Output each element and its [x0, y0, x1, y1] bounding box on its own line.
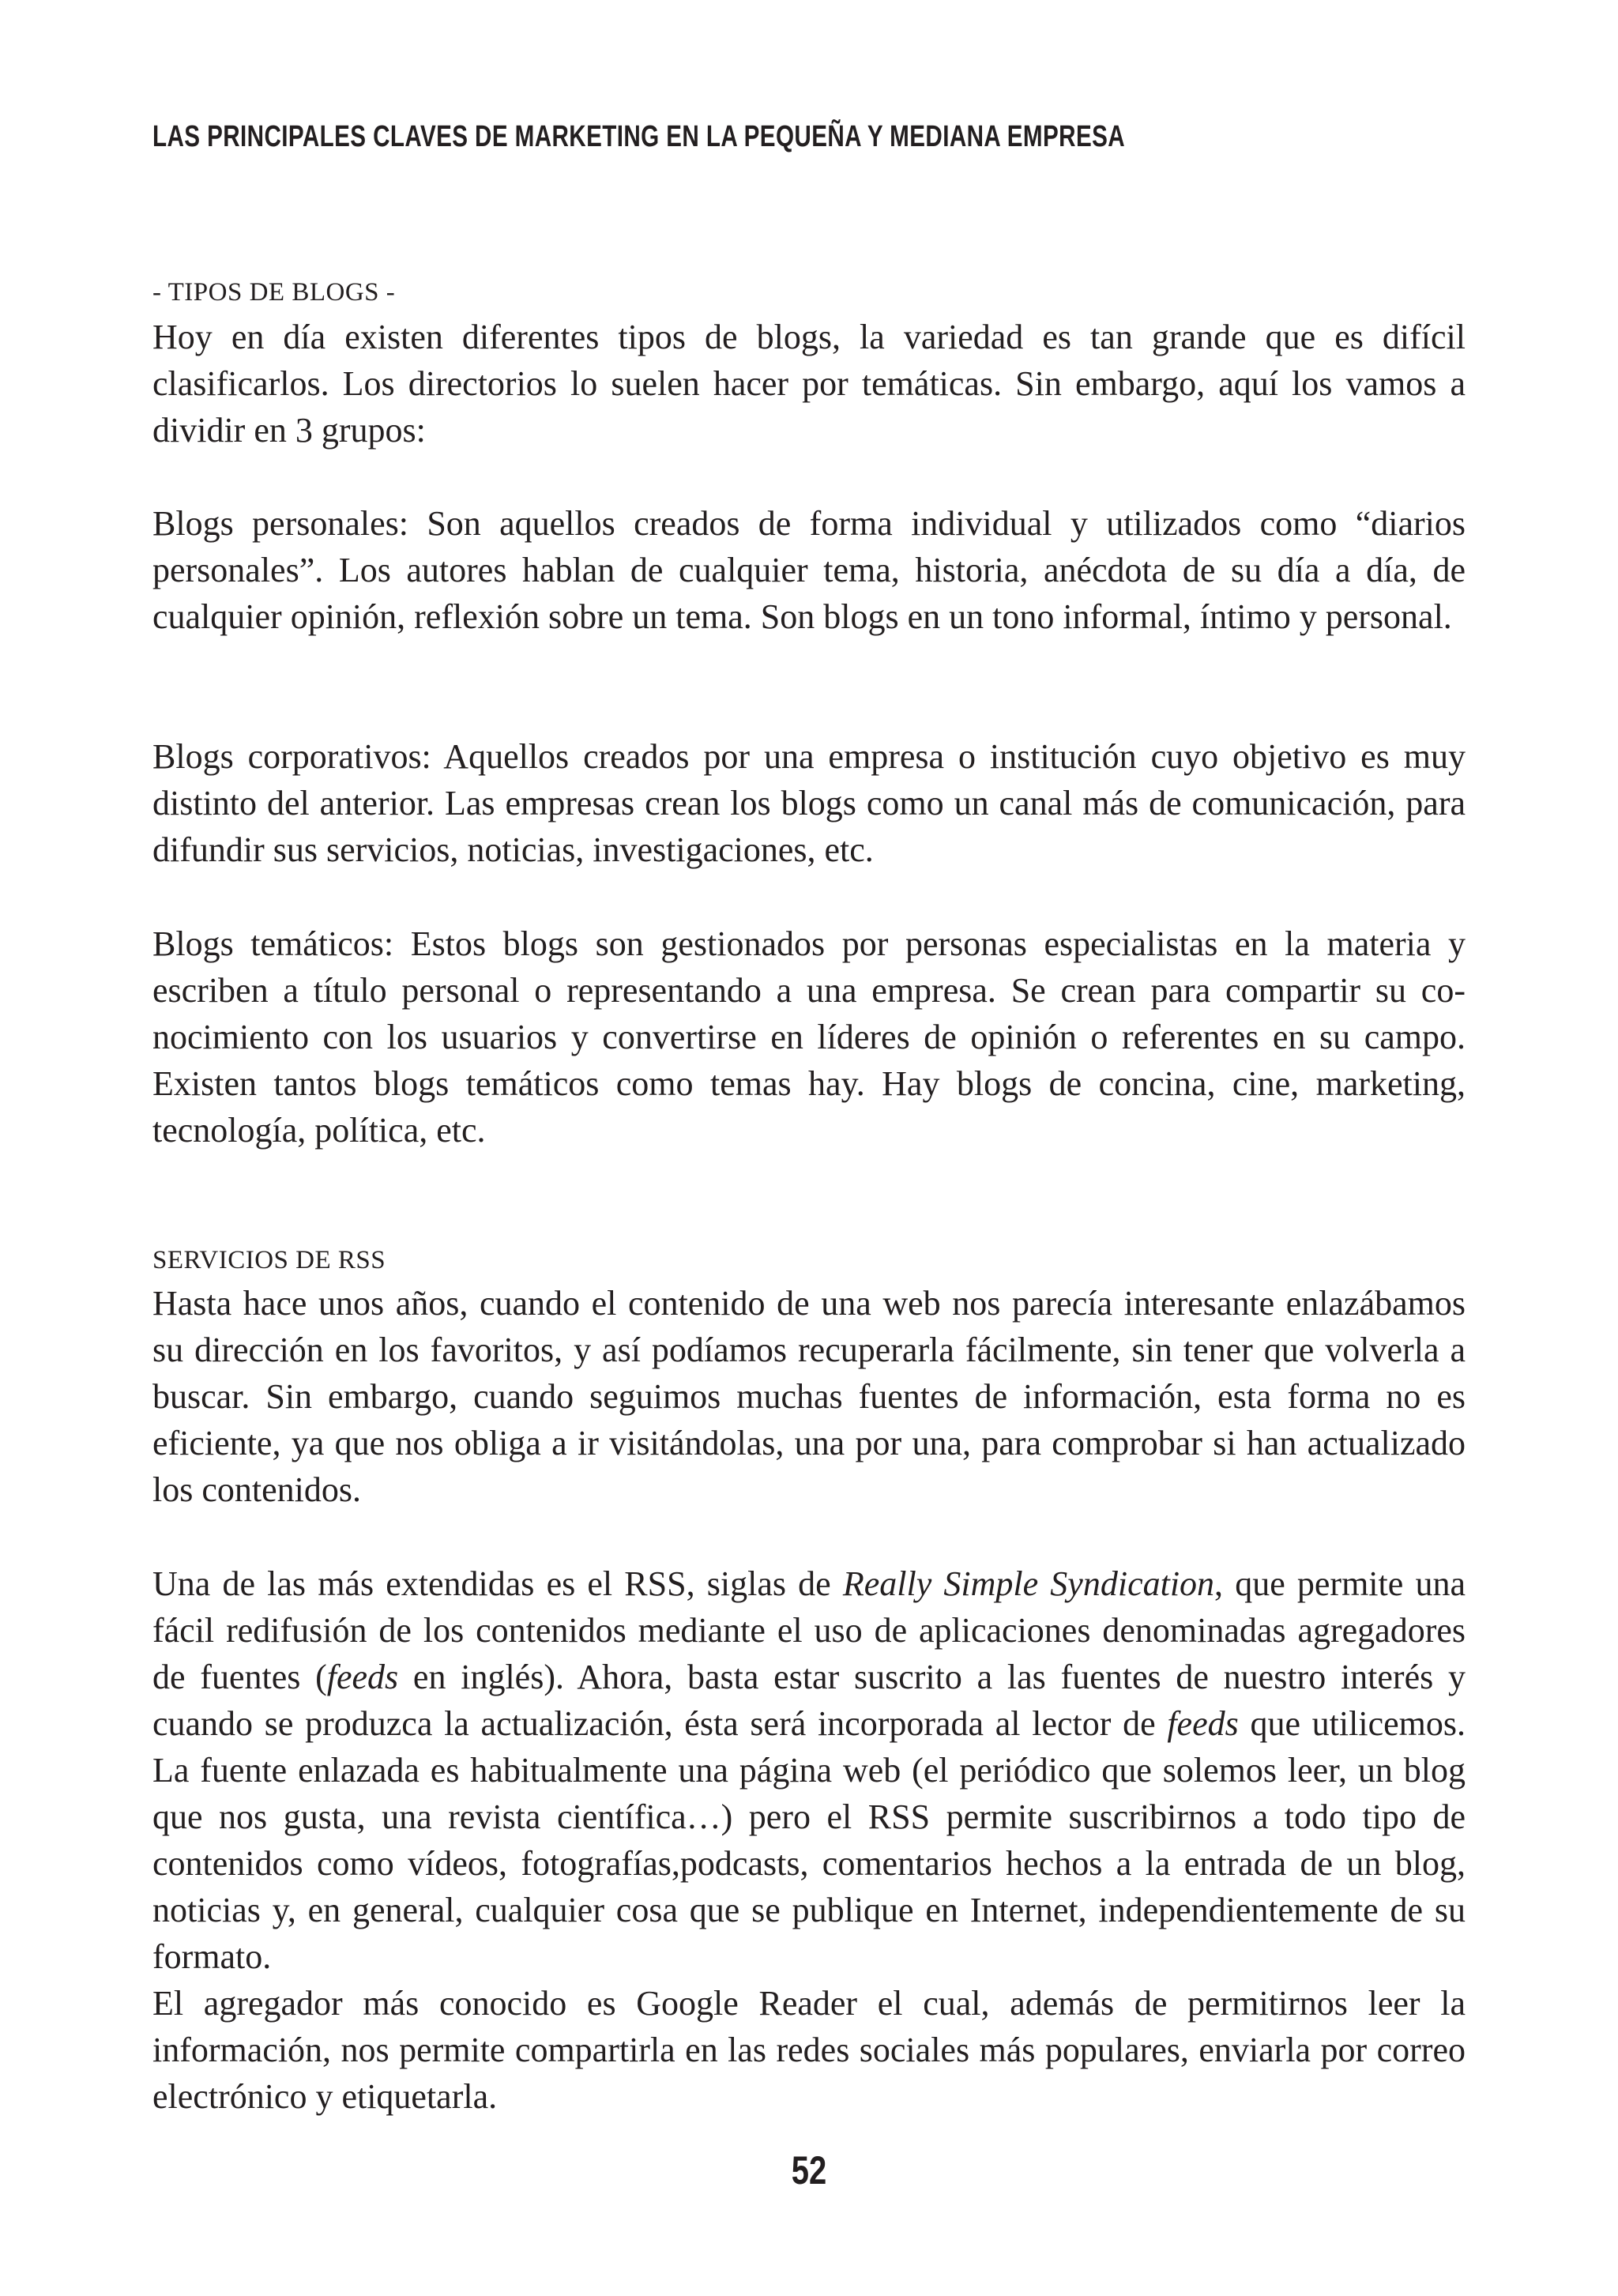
paragraph-blogs-tematicos: Blogs temáticos: Estos blogs son gestionados por personas especialistas en la materia y escriben a título personal o representando a una empresa. Se crean para compartir su conocimiento con los usuarios y convertirse en líderes de opinión o referentes en su campo. Existen tantos blogs temáticos como temas hay. Hay blogs de concina, cine, marketing, tecnología, política, etc.	[152, 924, 1466, 1150]
rss-term-feeds-1: feeds	[326, 1658, 399, 1696]
paragraph-rss-intro: Hasta hace unos años, cuando el contenido de una web nos parecía interesante enlazábamos su dirección en los favoritos, y así podíamos recuperarla fácilmente, sin tener que volverla a buscar. Sin embargo, cuando seguimos muchas fuentes de información, esta forma no es eficiente, ya que nos obliga a ir visitándolas, una por una, para comprobar si han actualizado los contenidos.	[152, 1284, 1466, 1509]
rss-text-2: , que permite una fácil redifusión de los contenidos mediante el uso de aplicaciones denominadas agregadores de fuentes (	[152, 1564, 1466, 1696]
section-label-servicios-rss: SERVICIOS DE RSS	[152, 1246, 386, 1274]
running-header: LAS PRINCIPALES CLAVES DE MARKETING EN LA PEQUEÑA Y MEDIANA EMPRESA	[152, 120, 1126, 153]
rss-text-1: Una de las más extendidas es el RSS, siglas de	[152, 1564, 843, 1603]
paragraph-tipos-intro: Hoy en día existen diferentes tipos de blogs, la variedad es tan grande que es difícil clasificarlos. Los directorios lo suelen hacer por temáticas. Sin embargo, aquí los vamos a dividir en 3 grupos:	[152, 318, 1466, 450]
rss-text-4: que utilicemos. La fuente enlazada es habitualmente una página web (el periódico que solemos leer, un blog que nos gusta, una revista científica…) pero el RSS permite suscribirnos a todo tipo de contenidos como vídeos, fotografías,podcasts, comentarios hechos a la entrada de un blog, noticias y, en general, cualquier cosa que se publique en Internet, independientemente de su formato.	[152, 1704, 1466, 1976]
paragraph-blogs-personales: Blogs personales: Son aquellos creados de forma individual y utilizados como “diarios personales”. Los autores hablan de cualquier tema, historia, anécdota de su día a día, de cualquier opinión, reflexión sobre un tema. Son blogs en un tono informal, íntimo y personal.	[152, 504, 1466, 636]
paragraph-rss-definition	[152, 1560, 1466, 1980]
paragraph-blogs-corporativos: Blogs corporativos: Aquellos creados por una empresa o institución cuyo objetivo es muy distinto del anterior. Las empresas crean los blogs como un canal más de comunicación, para difundir sus servicios, noticias, investigaciones, etc.	[152, 737, 1466, 869]
page-number: 52	[791, 2148, 827, 2192]
rss-text-3: en inglés). Ahora, basta estar suscrito a las fuentes de nuestro interés y cuando se produzca la actualización, ésta será incorporada al lector de	[152, 1658, 1466, 1743]
rss-term-really-simple-syndication: Really Simple Syndication	[842, 1564, 1215, 1603]
paragraph-google-reader: El agregador más conocido es Google Reader el cual, además de permitirnos leer la información, nos permite compartirla en las redes sociales más populares, enviarla por correo electrónico y etiquetarla.	[152, 1984, 1466, 2116]
rss-term-feeds-2: feeds	[1167, 1704, 1239, 1743]
section-label-tipos-de-blogs: - TIPOS DE BLOGS -	[152, 278, 396, 307]
